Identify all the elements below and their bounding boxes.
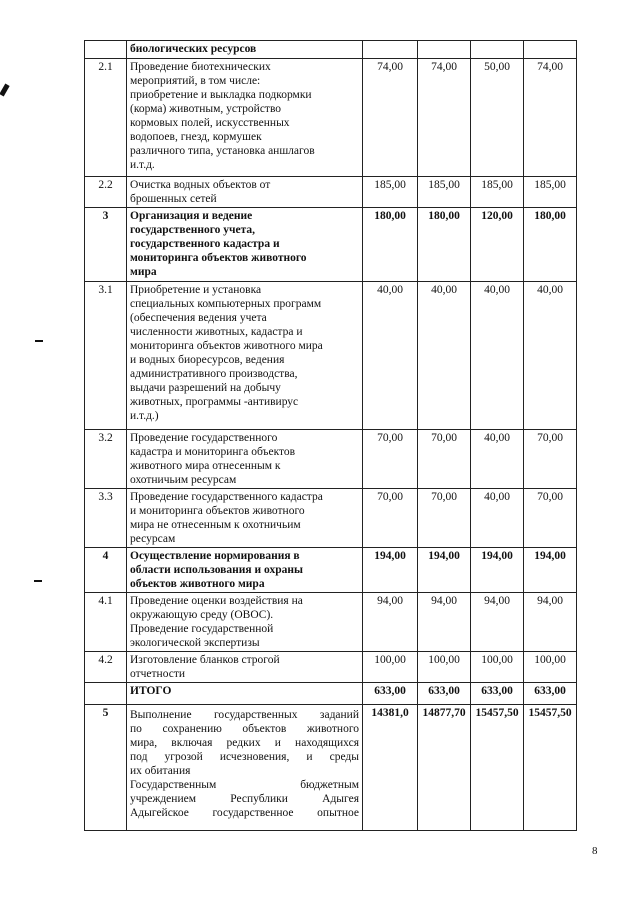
- year-value-4: 74,00: [524, 59, 577, 177]
- row-number: 4: [85, 548, 127, 593]
- row-description: Проведение биотехнических мероприятий, в том числе: приобретение и выкладка подкормки (корма) животным, устройство кормовых полей, искусственных водопоев, гнезд, кормушек различного типа, установка аншлагов и.т.д.: [127, 59, 363, 177]
- year-value-4: 185,00: [524, 177, 577, 208]
- table-row: [85, 59, 577, 177]
- table-row: [85, 652, 577, 683]
- year-value-3: 633,00: [471, 683, 524, 705]
- row-number: 3: [85, 208, 127, 282]
- row-number: 3.3: [85, 489, 127, 548]
- year-value-2: 100,00: [418, 652, 471, 683]
- year-value-2: 70,00: [418, 489, 471, 548]
- description-line: их обитания: [130, 765, 191, 777]
- year-value-1: 70,00: [363, 430, 418, 489]
- year-value-3: 120,00: [471, 208, 524, 282]
- row-number: 4.1: [85, 593, 127, 652]
- row-number: 3.1: [85, 282, 127, 430]
- row-number: 4.2: [85, 652, 127, 683]
- year-value-1: 40,00: [363, 282, 418, 430]
- year-value-4: 194,00: [524, 548, 577, 593]
- year-value-2: 14877,70: [418, 705, 471, 831]
- year-value-4: [524, 41, 577, 59]
- year-value-3: 50,00: [471, 59, 524, 177]
- year-value-4: 70,00: [524, 489, 577, 548]
- year-value-4: 40,00: [524, 282, 577, 430]
- year-value-1: 70,00: [363, 489, 418, 548]
- table-body: [85, 41, 577, 831]
- table-row: [85, 593, 577, 652]
- scan-mark: [0, 84, 10, 97]
- row-number: 5: [85, 705, 127, 831]
- year-value-3: 194,00: [471, 548, 524, 593]
- year-value-3: 100,00: [471, 652, 524, 683]
- budget-table: [84, 40, 577, 831]
- row-description: Проведение оценки воздействия на окружающую среду (ОВОС). Проведение государственной экологической экспертизы: [127, 593, 363, 652]
- row-description: Проведение государственного кадастра и мониторинга объектов животного мира не отнесенным к охотничьим ресурсам: [127, 489, 363, 548]
- row-number: [85, 41, 127, 59]
- year-value-3: 94,00: [471, 593, 524, 652]
- row-description: ИТОГО: [127, 683, 363, 705]
- year-value-4: 633,00: [524, 683, 577, 705]
- year-value-2: [418, 41, 471, 59]
- row-description: Приобретение и установка специальных компьютерных программ (обеспечения ведения учета численности животных, кадастра и мониторинга объектов животного мира и водных биоресурсов, ведения административного производства, выдачи разрешений на добычу животных, программы -антивирус и.т.д.): [127, 282, 363, 430]
- row-description: биологических ресурсов: [127, 41, 363, 59]
- year-value-3: 40,00: [471, 282, 524, 430]
- row-description: Очистка водных объектов от брошенных сетей: [127, 177, 363, 208]
- table-row: [85, 548, 577, 593]
- year-value-1: 194,00: [363, 548, 418, 593]
- year-value-2: 180,00: [418, 208, 471, 282]
- row-number: 2.2: [85, 177, 127, 208]
- year-value-4: 15457,50: [524, 705, 577, 831]
- table-row: [85, 208, 577, 282]
- year-value-4: 100,00: [524, 652, 577, 683]
- description-line: мира, включая редких и находящихся: [130, 737, 359, 749]
- year-value-1: [363, 41, 418, 59]
- year-value-2: 70,00: [418, 430, 471, 489]
- year-value-4: 94,00: [524, 593, 577, 652]
- page-number: 8: [592, 845, 598, 857]
- year-value-1: 100,00: [363, 652, 418, 683]
- table-row: [85, 430, 577, 489]
- year-value-1: 94,00: [363, 593, 418, 652]
- year-value-2: 633,00: [418, 683, 471, 705]
- year-value-3: 15457,50: [471, 705, 524, 831]
- table-row: [85, 41, 577, 59]
- year-value-3: [471, 41, 524, 59]
- year-value-1: 185,00: [363, 177, 418, 208]
- year-value-1: 74,00: [363, 59, 418, 177]
- description-line: Выполнение государственных заданий: [130, 709, 359, 721]
- row-number: 2.1: [85, 59, 127, 177]
- year-value-2: 185,00: [418, 177, 471, 208]
- description-line: под угрозой исчезновения, и среды: [130, 751, 359, 763]
- row-description: Изготовление бланков строгой отчетности: [127, 652, 363, 683]
- year-value-2: 74,00: [418, 59, 471, 177]
- year-value-2: 94,00: [418, 593, 471, 652]
- year-value-1: 180,00: [363, 208, 418, 282]
- table-row: [85, 489, 577, 548]
- description-line: по сохранению объектов животного: [130, 723, 359, 735]
- year-value-3: 40,00: [471, 489, 524, 548]
- year-value-3: 40,00: [471, 430, 524, 489]
- row-description: [127, 705, 363, 831]
- description-line: Государственным бюджетным: [130, 779, 359, 791]
- table-row: [85, 177, 577, 208]
- description-line: Адыгейское государственное опытное: [130, 807, 359, 819]
- year-value-2: 40,00: [418, 282, 471, 430]
- row-description: Организация и ведение государственного учета, государственного кадастра и мониторинга объектов животного мира: [127, 208, 363, 282]
- scan-mark: [34, 580, 42, 582]
- table-row: [85, 282, 577, 430]
- scan-mark: [35, 340, 43, 342]
- table-row: [85, 705, 577, 831]
- year-value-3: 185,00: [471, 177, 524, 208]
- year-value-1: 14381,0: [363, 705, 418, 831]
- year-value-2: 194,00: [418, 548, 471, 593]
- table-row: [85, 683, 577, 705]
- row-description: Осуществление нормирования в области использования и охраны объектов животного мира: [127, 548, 363, 593]
- row-number: [85, 683, 127, 705]
- year-value-1: 633,00: [363, 683, 418, 705]
- row-number: 3.2: [85, 430, 127, 489]
- year-value-4: 70,00: [524, 430, 577, 489]
- year-value-4: 180,00: [524, 208, 577, 282]
- description-line: учреждением Республики Адыгея: [130, 793, 359, 805]
- row-description: Проведение государственного кадастра и мониторинга объектов животного мира отнесенным к охотничьим ресурсам: [127, 430, 363, 489]
